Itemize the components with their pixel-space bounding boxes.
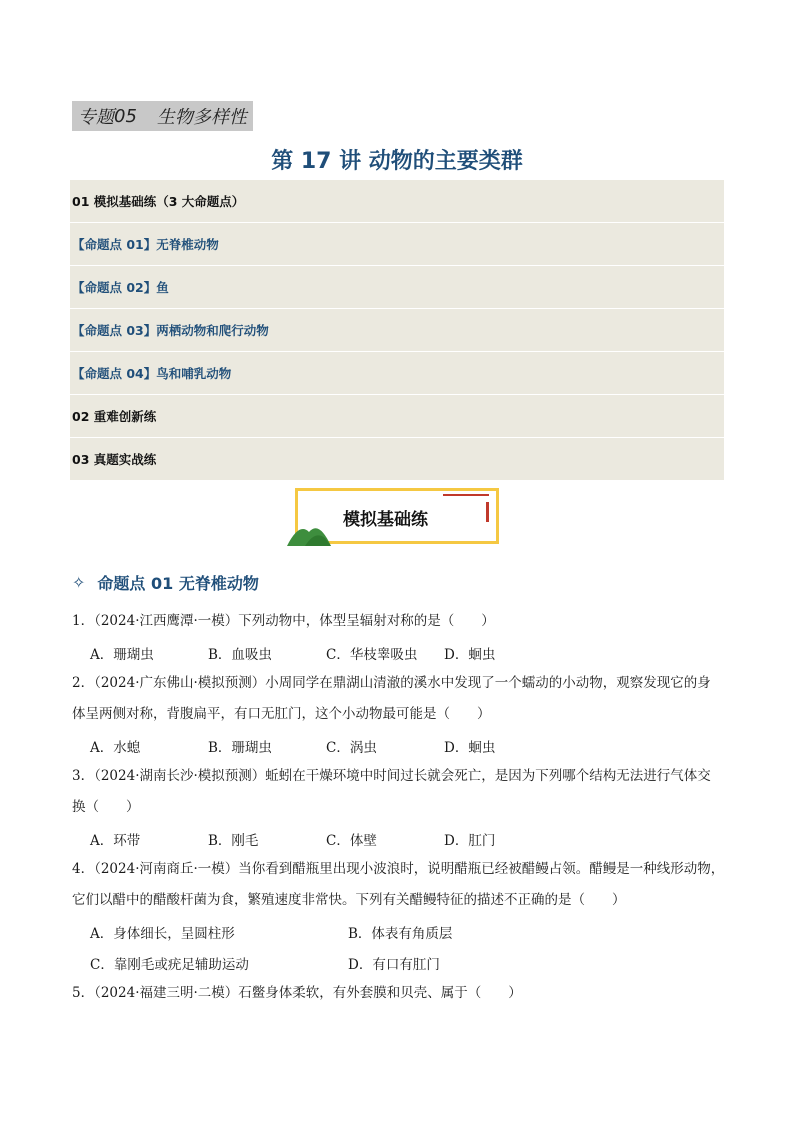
answer-option[interactable]: C．靠刚毛或疣足辅助运动 — [90, 956, 249, 973]
option-row — [72, 730, 726, 761]
option-row — [72, 823, 726, 854]
answer-option[interactable]: C．华枝睾吸虫 — [326, 646, 418, 663]
toc-section-item[interactable]: 02 重难创新练 — [70, 395, 724, 438]
question-stem-line: 2．（2024·广东佛山·模拟预测）小周同学在鼎湖山清澈的溪水中发现了一个蠕动的小动物，观察发现它的身 — [72, 675, 711, 691]
lecture-title: 第 17 讲 动物的主要类群 — [271, 149, 523, 174]
answer-option[interactable]: D．有口有肛门 — [348, 956, 440, 973]
question-stem-line: 5．（2024·福建三明·二模）石鳖身体柔软，有外套膜和贝壳、属于（ ） — [72, 985, 522, 1001]
question-item — [72, 668, 726, 761]
banner-label: 模拟基础练 — [343, 510, 428, 530]
topic-prefix: 专题 — [78, 107, 114, 128]
section-heading-text: 命题点 01 无脊椎动物 — [97, 574, 259, 593]
toc-point-item[interactable]: 【命题点 03】两栖动物和爬行动物 — [70, 309, 724, 352]
section-heading — [72, 571, 259, 594]
answer-option[interactable]: D．蛔虫 — [444, 646, 496, 663]
toc-section-item[interactable]: 03 真题实战练 — [72, 452, 157, 467]
diamond-star-icon: ✧ — [72, 573, 86, 592]
option-row — [72, 637, 726, 668]
topic-name: 生物多样性 — [156, 107, 247, 128]
question-item — [72, 606, 726, 668]
answer-option[interactable]: B．刚毛 — [208, 832, 259, 849]
option-row — [72, 916, 726, 947]
toc-section-item[interactable]: 01 模拟基础练（3 大命题点） — [70, 180, 724, 223]
option-row — [72, 947, 726, 978]
answer-option[interactable]: A．身体细长，呈圆柱形 — [90, 925, 235, 942]
answer-option[interactable]: B．珊瑚虫 — [208, 739, 272, 756]
answer-option[interactable]: D．肛门 — [444, 832, 496, 849]
banner-accent-mark — [486, 502, 489, 522]
answer-option[interactable]: D．蛔虫 — [444, 739, 496, 756]
section-banner — [293, 488, 501, 546]
question-stem-line: 3．（2024·湖南长沙·模拟预测）蚯蚓在干燥环境中时间过长就会死亡，是因为下列哪个结构无法进行气体交 — [72, 768, 711, 784]
banner-accent-line — [443, 494, 489, 496]
answer-option[interactable]: A．环带 — [90, 832, 141, 849]
answer-option[interactable]: B．血吸虫 — [208, 646, 272, 663]
toc-point-item[interactable]: 【命题点 02】鱼 — [70, 266, 724, 309]
topic-number: 05 — [114, 105, 137, 127]
question-item — [72, 761, 726, 854]
toc-point-item[interactable]: 【命题点 01】无脊椎动物 — [70, 223, 724, 266]
table-of-contents — [70, 180, 724, 480]
hills-icon — [285, 516, 335, 546]
answer-option[interactable]: C．涡虫 — [326, 739, 377, 756]
question-item — [72, 854, 726, 978]
answer-option[interactable]: B．体表有角质层 — [348, 925, 453, 942]
question-stem-line: 换（ ） — [72, 799, 140, 815]
question-stem-line: 1．（2024·江西鹰潭·一模）下列动物中，体型呈辐射对称的是（ ） — [72, 613, 495, 629]
answer-option[interactable]: A．珊瑚虫 — [90, 646, 154, 663]
topic-tag — [72, 101, 253, 131]
question-item — [72, 978, 726, 1009]
question-stem-line: 4．（2024·河南商丘·一模）当你看到醋瓶里出现小波浪时，说明醋瓶已经被醋鳗占领。醋鳗是一种线形动物， — [72, 861, 725, 877]
question-stem-line: 体呈两侧对称，背腹扁平，有口无肛门，这个小动物最可能是（ ） — [72, 706, 491, 722]
answer-option[interactable]: C．体壁 — [326, 832, 377, 849]
question-list — [72, 606, 726, 1009]
toc-point-item[interactable]: 【命题点 04】鸟和哺乳动物 — [70, 352, 724, 395]
answer-option[interactable]: A．水螅 — [90, 739, 141, 756]
question-stem-line: 它们以醋中的醋酸杆菌为食，繁殖速度非常快。下列有关醋鳗特征的描述不正确的是（ ） — [72, 892, 626, 908]
